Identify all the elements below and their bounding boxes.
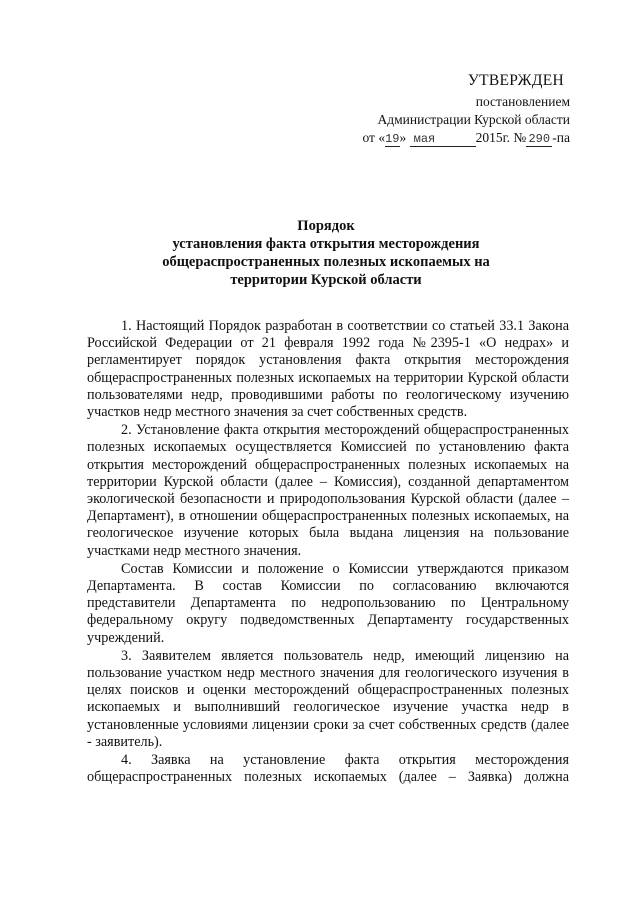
- approved-heading: УТВЕРЖДЕН: [467, 72, 564, 89]
- number-suffix: -па: [552, 130, 570, 145]
- number-prefix: №: [513, 130, 527, 145]
- document-title: [100, 217, 552, 289]
- title-line-4: территории Курской области: [230, 272, 422, 288]
- approval-line-resolution: постановлением: [475, 94, 570, 109]
- paragraph-1: 1. Настоящий Порядок разработан в соответствии со статьей 33.1 Закона Российской Федерации от 21 февраля 1992 года №2395-1 «О недрах» и регламентирует порядок установления факта открытия месторождения общераспространенных полезных ископаемых на территории Курской области пользователями недр, проводившими работы по геологическому изучению участков недр местного значения за счет собственных средств.: [87, 318, 569, 421]
- date-prefix: от «: [362, 130, 386, 145]
- title-line-1: Порядок: [297, 218, 355, 234]
- handwritten-month: мая: [410, 132, 476, 147]
- date-year: 2015г.: [475, 130, 511, 145]
- paragraph-2: 2. Установление факта открытия месторождений общераспространенных полезных ископаемых осуществляется Комиссией по установлению факта открытия месторождений общераспространенных полезных ископаемых на территории Курской области (далее – Комиссия), созданной департаментом экологической безопасности и природопользования Курской области (далее – Департамент), в отношении общераспространенных полезных ископаемых, на геологическое изучение которых была выдана лицензия на пользование участками недр местного значения.: [87, 422, 569, 559]
- date-mid: »: [399, 130, 407, 145]
- handwritten-number: 290: [526, 132, 552, 147]
- title-line-3: общераспространенных полезных ископаемых на: [162, 254, 490, 270]
- handwritten-day: 19: [385, 132, 400, 146]
- paragraph-4: 4. Заявка на установление факта открытия месторождения общераспространенных полезных ископаемых (далее – Заявка) должна: [87, 752, 569, 786]
- paragraph-2-composition: Состав Комиссии и положение о Комиссии утверждаются приказом Департамента. В состав Комиссии по согласованию включаются представители Департамента по недропользованию по Центральному федеральному округу подведомственных Департаменту государственных учреждений.: [87, 560, 569, 646]
- title-line-2: установления факта открытия месторождения: [172, 236, 480, 252]
- paragraph-3: 3. Заявителем является пользователь недр, имеющий лицензию на пользование участком недр местного значения для геологического изучения в целях поисков и оценки месторождений общераспространенных полезных ископаемых и выполнивший геологическое изучение участка недр в установленные условиями лицензии сроки за счет собственных средств (далее - заявитель).: [87, 647, 569, 750]
- document-body: [87, 318, 569, 786]
- approval-date-line: [362, 129, 570, 147]
- approval-line-administration: Администрации Курской области: [377, 112, 570, 127]
- approval-stamp: [362, 72, 570, 147]
